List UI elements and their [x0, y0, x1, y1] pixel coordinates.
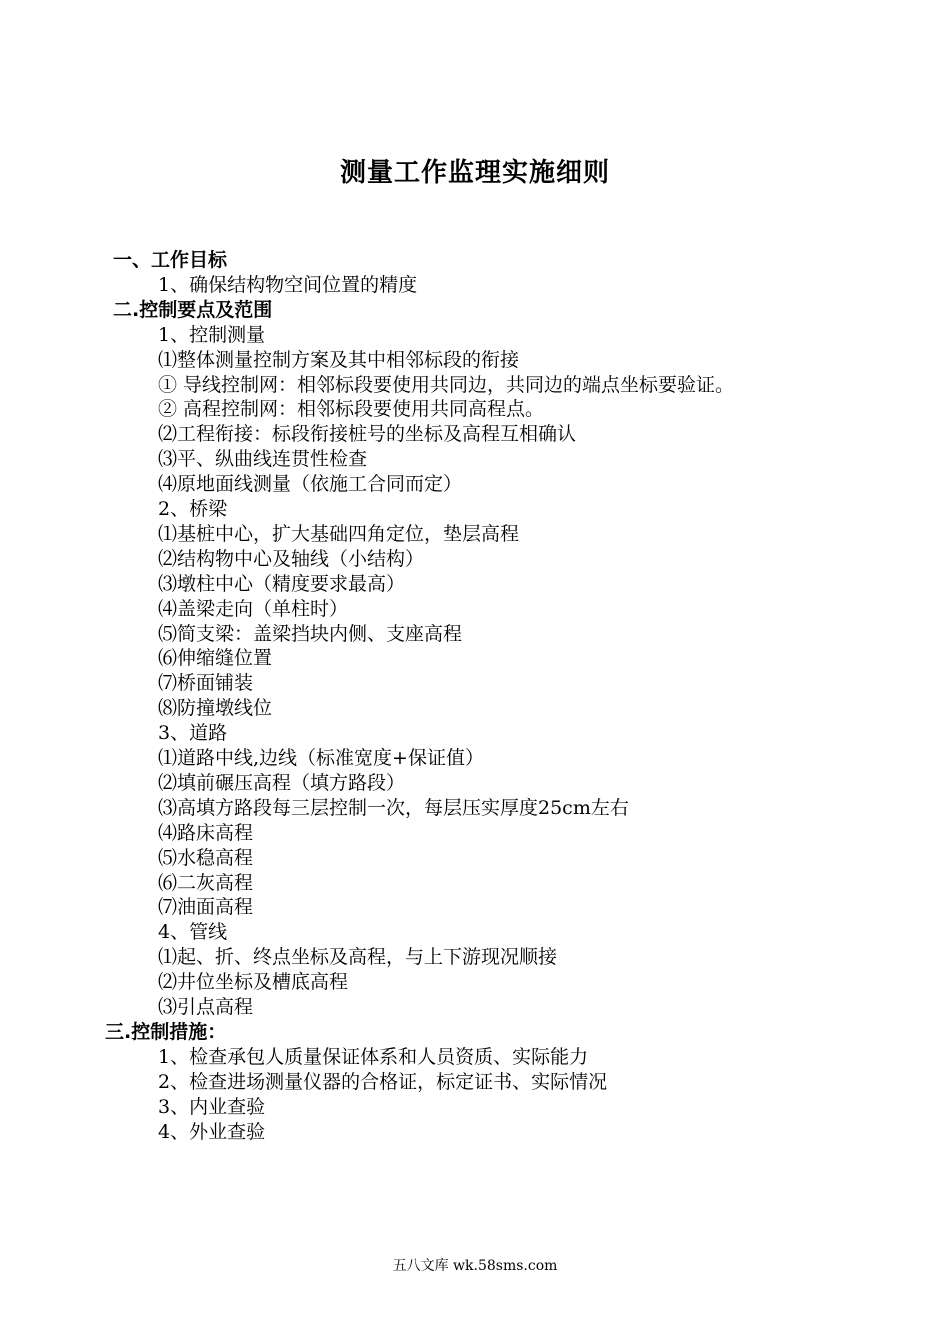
- list-item: ⑶高填方路段每三层控制一次，每层压实厚度25cm左右: [158, 796, 629, 819]
- list-item: ⑶平、纵曲线连贯性检查: [158, 448, 368, 471]
- list-item: ⑸简支梁：盖梁挡块内侧、支座高程: [158, 622, 463, 645]
- list-item: 1、确保结构物空间位置的精度: [158, 273, 418, 296]
- list-item: ⑶墩柱中心（精度要求最高）: [158, 572, 406, 595]
- list-item: ① 导线控制网：相邻标段要使用共同边，共同边的端点坐标要验证。: [158, 373, 735, 396]
- list-item: ⑷盖梁走向（单柱时）: [158, 597, 349, 620]
- list-item: ⑹二灰高程: [158, 871, 254, 894]
- section-heading: 二.控制要点及范围: [113, 298, 273, 321]
- list-item: 2、检查进场测量仪器的合格证，标定证书、实际情况: [158, 1070, 608, 1093]
- list-item: ⑸水稳高程: [158, 846, 254, 869]
- list-item: 3、内业查验: [158, 1095, 266, 1118]
- list-item: ⑴起、折、终点坐标及高程，与上下游现况顺接: [158, 946, 558, 969]
- list-item: ⑺桥面铺装: [158, 672, 254, 695]
- list-item: ⑷路床高程: [158, 821, 254, 844]
- list-item: 3、道路: [158, 722, 228, 745]
- list-item: ⑷原地面线测量（依施工合同而定）: [158, 473, 463, 496]
- list-item: 1、控制测量: [158, 323, 266, 346]
- page-footer: 五八文库 wk.58sms.com: [392, 1258, 558, 1274]
- list-item: ⑴基桩中心，扩大基础四角定位，垫层高程: [158, 522, 520, 545]
- list-item: ⑹伸缩缝位置: [158, 647, 273, 670]
- list-item: 2、桥梁: [158, 498, 228, 520]
- list-item: ② 高程控制网：相邻标段要使用共同高程点。: [158, 398, 545, 421]
- document-title: 测量工作监理实施细则: [339, 158, 610, 188]
- list-item: ⑶引点高程: [158, 996, 254, 1018]
- list-item: ⑻防撞墩线位: [158, 697, 273, 720]
- list-item: ⑴道路中线,边线（标准宽度+保证值）: [158, 747, 484, 769]
- list-item: 4、管线: [158, 921, 228, 944]
- section-heading: 三.控制措施：: [105, 1020, 227, 1043]
- list-item: ⑵结构物中心及轴线（小结构）: [158, 547, 425, 570]
- list-item: ⑵井位坐标及槽底高程: [158, 971, 349, 994]
- list-item: 1、检查承包人质量保证体系和人员资质、实际能力: [158, 1045, 589, 1068]
- list-item: ⑺油面高程: [158, 896, 254, 919]
- list-item: ⑵工程衔接：标段衔接桩号的坐标及高程互相确认: [158, 423, 577, 446]
- list-item: 4、外业查验: [158, 1120, 266, 1143]
- section-heading: 一、工作目标: [113, 249, 228, 271]
- list-item: ⑵填前碾压高程（填方路段）: [158, 771, 406, 794]
- list-item: ⑴整体测量控制方案及其中相邻标段的衔接: [158, 348, 520, 371]
